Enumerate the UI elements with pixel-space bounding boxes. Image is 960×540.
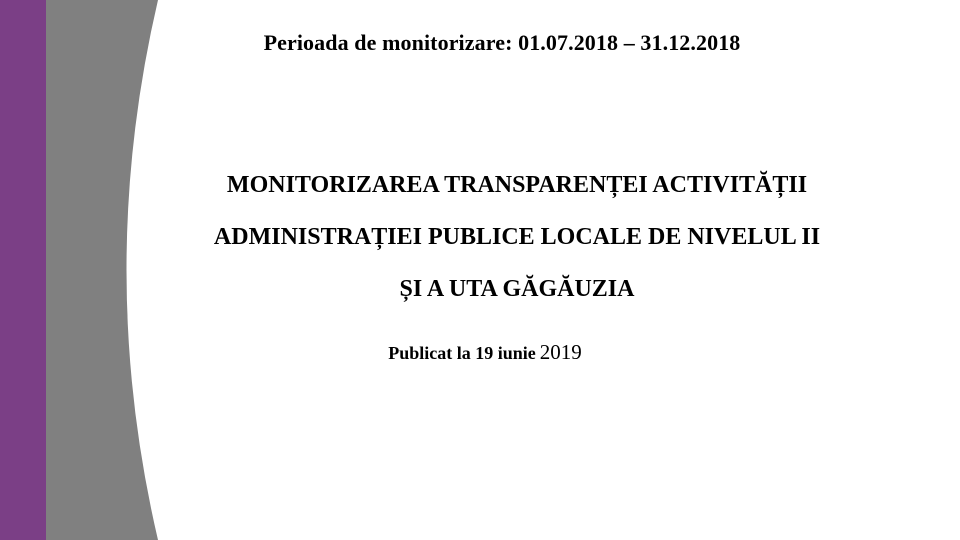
monitoring-period: Perioada de monitorizare: 01.07.2018 – 31.12.2018 <box>263 30 741 55</box>
title-line-1: MONITORIZAREA TRANSPARENȚEI ACTIVITĂȚII <box>226 172 808 198</box>
title-line-3: ȘI A UTA GĂGĂUZIA <box>399 276 635 302</box>
published-label: Publicat la 19 iunie <box>388 343 536 363</box>
publication-date <box>0 340 960 365</box>
title-line-2: ADMINISTRAȚIEI PUBLICE LOCALE DE NIVELUL II <box>213 224 821 250</box>
published-year: 2019 <box>539 340 582 364</box>
document-title <box>0 159 960 315</box>
